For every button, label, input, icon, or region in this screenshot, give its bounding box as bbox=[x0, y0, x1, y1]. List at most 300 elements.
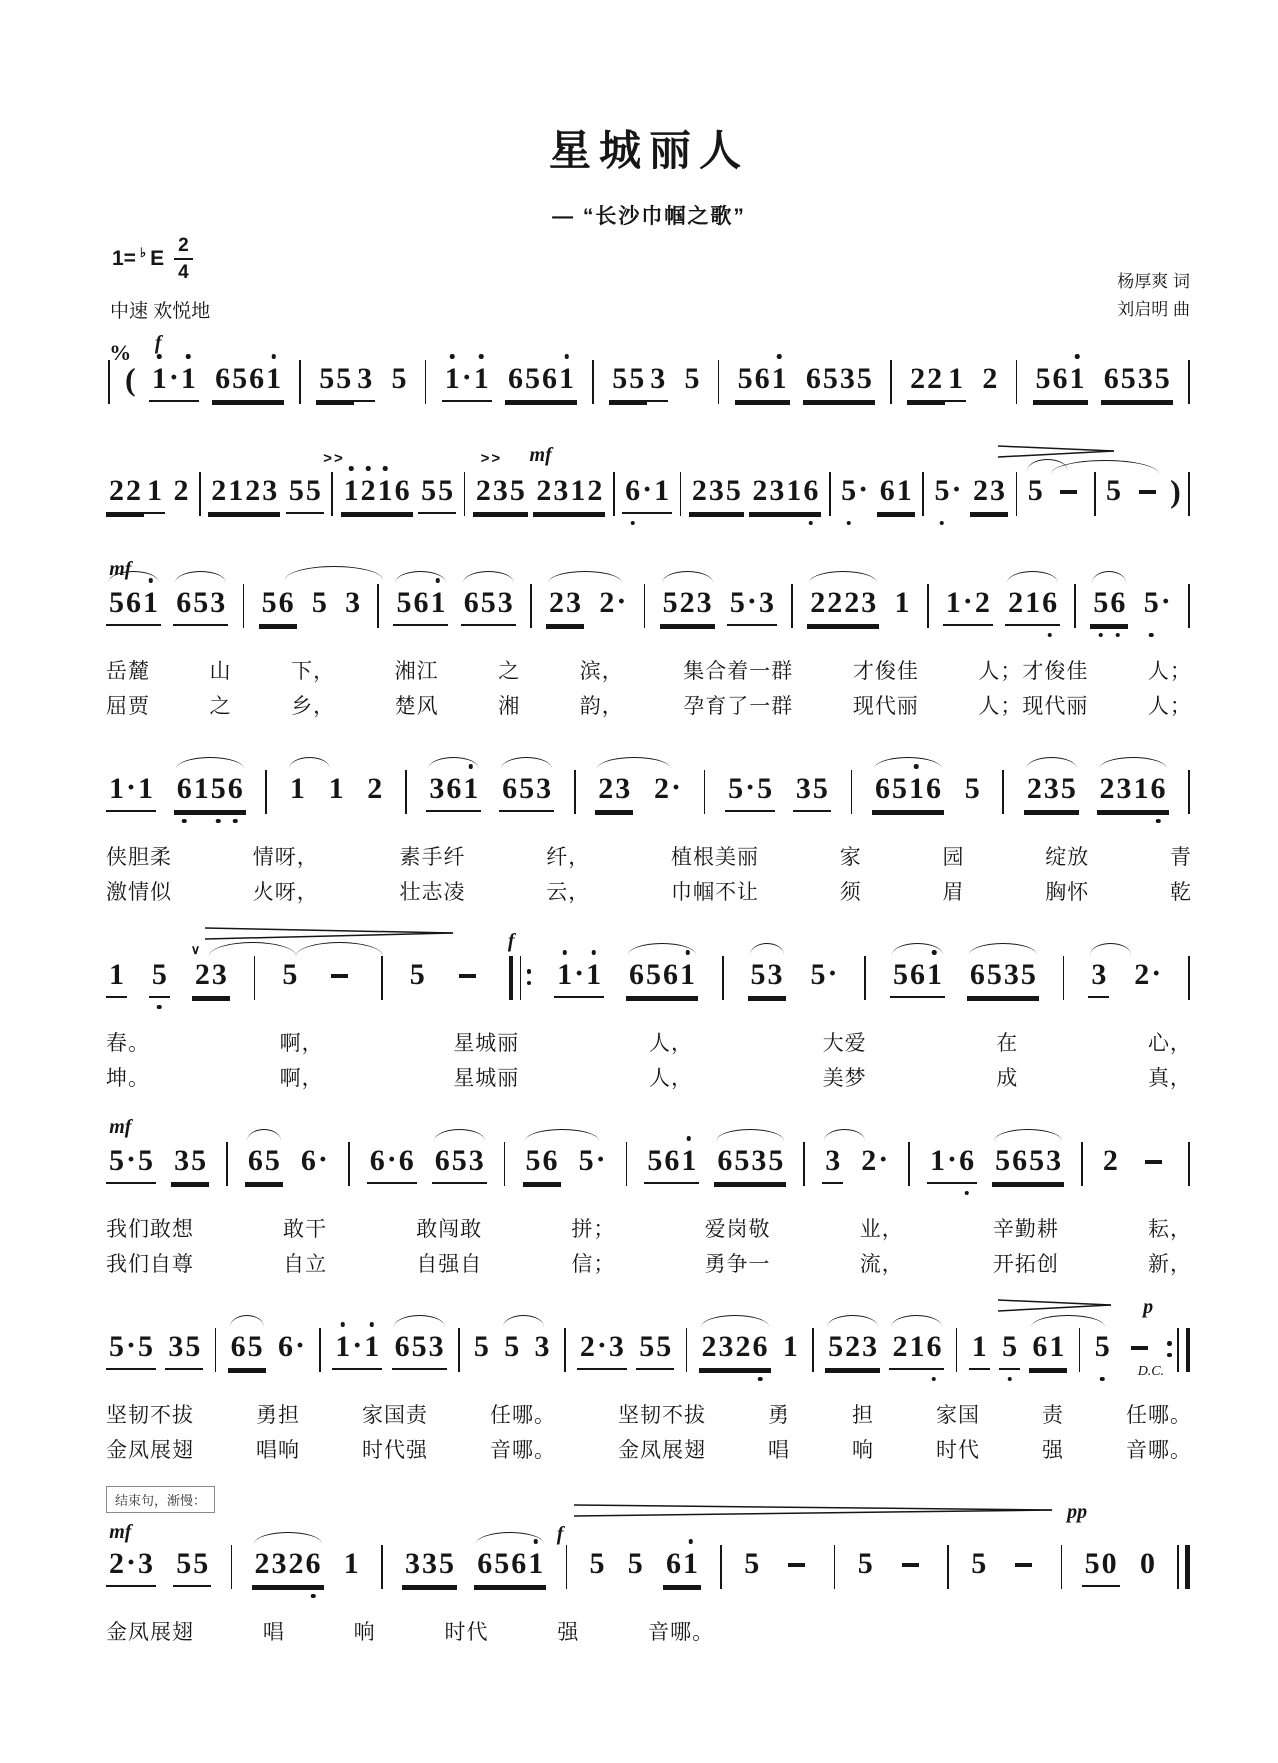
augmentation-dot: · bbox=[1151, 957, 1162, 990]
final-barline bbox=[1175, 1543, 1192, 1589]
note-digit: 2 bbox=[579, 1330, 595, 1363]
note-digit: 3 bbox=[210, 586, 226, 619]
beam-group bbox=[533, 473, 605, 514]
beam-group bbox=[286, 473, 324, 514]
note-group bbox=[858, 1143, 891, 1182]
note-digit: 5 bbox=[138, 1144, 154, 1177]
note-digit: 5 bbox=[646, 958, 662, 991]
beam-group bbox=[1006, 1546, 1041, 1570]
augmentation-dot: · bbox=[317, 1143, 328, 1176]
note-digit: 5 bbox=[509, 474, 525, 507]
note-group bbox=[1097, 771, 1169, 812]
note-digit: 5 bbox=[728, 772, 744, 805]
note-group bbox=[212, 361, 284, 402]
beam-group bbox=[609, 361, 647, 402]
note-digit: 1 bbox=[930, 1144, 946, 1177]
note-digit: 3 bbox=[174, 1144, 190, 1177]
note-digit: 3 bbox=[1043, 772, 1059, 805]
beam-group bbox=[663, 1546, 701, 1587]
octave-dot-below bbox=[809, 521, 814, 526]
note-digit: 2 bbox=[254, 1547, 270, 1580]
note-digit: 5 bbox=[757, 772, 773, 805]
dyn-mark: mf bbox=[109, 1116, 132, 1138]
lyric-syllable: 人；现代丽 bbox=[978, 695, 1089, 718]
note-digit: 6 bbox=[542, 1144, 558, 1177]
note-group bbox=[681, 361, 702, 400]
beam-group bbox=[855, 1546, 876, 1585]
repeat-dot bbox=[527, 969, 532, 974]
note-digit: 1 bbox=[377, 473, 394, 509]
note-digit: 1 bbox=[328, 772, 344, 805]
octave-dot-above bbox=[479, 354, 484, 359]
barline bbox=[1188, 584, 1190, 628]
note-digit: 1 bbox=[558, 361, 575, 397]
augmentation-dot: · bbox=[947, 1143, 958, 1176]
note-group bbox=[106, 1329, 156, 1370]
beam-group bbox=[992, 1143, 1064, 1184]
lyric-syllable: 责 bbox=[1042, 1404, 1064, 1427]
barline bbox=[108, 360, 110, 404]
note-group bbox=[286, 473, 324, 514]
beam-group bbox=[309, 585, 330, 624]
lyric-syllable: 滨， bbox=[579, 660, 624, 683]
end-repeat bbox=[1166, 1326, 1192, 1372]
note-digit: 1 bbox=[1025, 586, 1041, 619]
note-group bbox=[426, 771, 481, 812]
note-digit: 3 bbox=[138, 1547, 154, 1580]
note-digit: 5 bbox=[840, 473, 857, 509]
beam-group bbox=[523, 1143, 561, 1184]
note-digit: 2 bbox=[536, 474, 552, 507]
dash-note bbox=[459, 974, 476, 978]
beam-group bbox=[287, 771, 308, 810]
augmentation-dot: · bbox=[962, 585, 973, 618]
hairpin-svg bbox=[204, 926, 454, 940]
notes-row bbox=[106, 768, 1192, 832]
lyric-syllable: 勇争一 bbox=[704, 1253, 771, 1276]
beam-group bbox=[931, 473, 964, 512]
note-digit: 6 bbox=[629, 958, 645, 991]
octave-dot-above bbox=[564, 354, 569, 359]
note-digit: 3 bbox=[990, 474, 1006, 507]
beam-group bbox=[275, 1329, 308, 1368]
note-digit: 6 bbox=[369, 1144, 385, 1177]
note-group bbox=[192, 957, 230, 998]
lyric-syllable: 坚韧不拔 bbox=[618, 1404, 706, 1427]
note-group bbox=[499, 771, 554, 812]
beam-group bbox=[106, 473, 144, 514]
note-digit: 6 bbox=[1032, 1330, 1048, 1363]
beam-group bbox=[780, 1329, 801, 1368]
beam-group bbox=[1082, 1546, 1120, 1587]
page-title: 星城丽人 bbox=[548, 127, 749, 174]
note-group bbox=[979, 361, 1000, 400]
dash-note bbox=[788, 1563, 805, 1567]
barline bbox=[613, 472, 615, 516]
lyric-syllable: 啊， bbox=[279, 1067, 324, 1090]
lyrics-line-1 bbox=[106, 1616, 714, 1646]
barline bbox=[1016, 472, 1018, 516]
note-digit: 2 bbox=[910, 362, 926, 395]
note-digit: 2 bbox=[1008, 586, 1024, 619]
barline bbox=[319, 1328, 321, 1372]
lyrics-line-2 bbox=[106, 690, 1192, 720]
note-group bbox=[554, 957, 604, 998]
notation-system-7 bbox=[106, 1296, 1192, 1464]
note-digit: 6 bbox=[230, 1330, 246, 1363]
note-digit: 6 bbox=[1012, 1144, 1028, 1177]
lyric-syllable: 时代强 bbox=[362, 1439, 428, 1462]
note-group bbox=[106, 771, 156, 812]
note-digit: 6 bbox=[511, 1547, 527, 1580]
note-digit: 5 bbox=[1154, 362, 1170, 395]
note-digit: 5 bbox=[1084, 1547, 1100, 1580]
lyric-syllable: 情呀， bbox=[252, 846, 319, 869]
note-digit: 6 bbox=[542, 362, 557, 395]
note-digit: 6 bbox=[958, 1143, 975, 1179]
note-group bbox=[392, 1329, 447, 1370]
lyric-syllable: 胸怀 bbox=[1045, 881, 1090, 904]
note-digit: 0 bbox=[1139, 1547, 1155, 1580]
octave-dot-below bbox=[311, 1594, 316, 1599]
note-digit: 3 bbox=[1116, 772, 1132, 805]
note-group bbox=[749, 473, 821, 514]
beam-group bbox=[889, 1329, 944, 1370]
lyric-syllable: 家国 bbox=[936, 1404, 980, 1427]
note-digit: 5 bbox=[210, 771, 227, 807]
lyric-syllable: 金凤展翅 bbox=[106, 1621, 194, 1644]
augmentation-dot: · bbox=[746, 585, 757, 618]
note-group bbox=[171, 1143, 209, 1184]
note-digit: 5 bbox=[734, 1144, 750, 1177]
lyric-syllable: 湘江 bbox=[394, 660, 439, 683]
beam-group bbox=[106, 1546, 156, 1587]
beam-group bbox=[1103, 473, 1124, 512]
note-digit: 3 bbox=[404, 1547, 420, 1580]
lyric-syllable: 在 bbox=[996, 1032, 1019, 1055]
note-digit: 6 bbox=[508, 362, 523, 395]
note-digit: 1 bbox=[289, 772, 305, 805]
lyric-syllable: 人； bbox=[1147, 660, 1192, 683]
note-group bbox=[714, 1143, 786, 1184]
notation-system-6 bbox=[106, 1114, 1192, 1278]
note-group bbox=[259, 585, 297, 626]
octave-dot-below bbox=[846, 521, 851, 526]
note-digit: 5 bbox=[627, 1547, 643, 1580]
lyric-syllable: 开拓创 bbox=[992, 1253, 1059, 1276]
note-digit: 5 bbox=[193, 586, 209, 619]
lyric-syllable: 勇担 bbox=[256, 1404, 300, 1427]
octave-dot-above bbox=[271, 354, 276, 359]
note-digit: 5 bbox=[411, 1330, 427, 1363]
dyn-mark: f bbox=[556, 1523, 564, 1545]
augmentation-dot: · bbox=[827, 957, 838, 990]
note-digit: 6 bbox=[463, 586, 479, 619]
begin-repeat bbox=[507, 954, 533, 1000]
note-digit: 5 bbox=[409, 958, 425, 991]
note-digit: 3 bbox=[429, 772, 445, 805]
note-group bbox=[999, 1329, 1020, 1370]
beam-group bbox=[165, 1329, 203, 1370]
note-digit: 1 bbox=[782, 1330, 798, 1363]
note-group bbox=[968, 1546, 989, 1585]
beam-group bbox=[779, 1546, 814, 1570]
note-digit: 5 bbox=[451, 1144, 467, 1177]
note-group bbox=[432, 1143, 487, 1184]
note-group bbox=[106, 473, 165, 514]
note-digit: 5 bbox=[647, 1144, 663, 1177]
beam-group bbox=[499, 771, 554, 812]
note-digit: 5 bbox=[138, 1330, 154, 1363]
note-digit: 3 bbox=[534, 1330, 550, 1363]
note-digit: 5 bbox=[176, 1547, 192, 1580]
notes-row bbox=[106, 1140, 1192, 1204]
lyrics-line-1 bbox=[106, 1213, 1192, 1243]
note-group bbox=[364, 771, 385, 810]
note-digit: 5 bbox=[971, 1547, 987, 1580]
beam-group bbox=[554, 957, 604, 998]
octave-dot-below bbox=[940, 521, 945, 526]
beam-group bbox=[171, 1143, 209, 1184]
note-digit: 6 bbox=[717, 1144, 733, 1177]
note-digit: 5 bbox=[525, 1144, 541, 1177]
time-denominator: 4 bbox=[178, 262, 189, 283]
note-digit: 5 bbox=[684, 362, 700, 395]
dash-note bbox=[331, 974, 348, 978]
note-digit: 3 bbox=[566, 586, 582, 619]
augmentation-dot: · bbox=[595, 1143, 606, 1176]
lyric-syllable: 春。 bbox=[106, 1032, 150, 1055]
note-group bbox=[393, 585, 448, 626]
note-digit: 3 bbox=[861, 586, 877, 619]
beam-group bbox=[576, 1143, 609, 1182]
note-digit: 5 bbox=[891, 772, 907, 805]
note-digit: 5 bbox=[109, 1144, 124, 1177]
beam-group bbox=[393, 585, 448, 626]
note-digit: 1 bbox=[909, 1330, 925, 1363]
barline bbox=[564, 1328, 566, 1372]
beam-group bbox=[807, 957, 840, 996]
lyric-syllable: 眉 bbox=[942, 881, 965, 904]
beam-group bbox=[877, 473, 915, 514]
note-digit: 6 bbox=[879, 474, 895, 507]
beam-group bbox=[341, 1546, 362, 1585]
beam-group bbox=[149, 361, 199, 402]
note-digit: 2 bbox=[973, 474, 989, 507]
barline bbox=[331, 472, 333, 516]
octave-dot-above bbox=[366, 466, 371, 471]
augmentation-dot: · bbox=[168, 361, 179, 394]
beam-group bbox=[432, 1143, 487, 1184]
barline bbox=[1079, 1328, 1081, 1372]
augmentation-dot: · bbox=[352, 1329, 363, 1362]
note-digit: 6 bbox=[300, 1144, 316, 1177]
notation-system-8 bbox=[106, 1486, 1192, 1646]
note-digit: 3 bbox=[271, 1547, 287, 1580]
note-digit: 6 bbox=[969, 958, 985, 991]
beam-group bbox=[322, 957, 357, 981]
note-digit: 2 bbox=[598, 772, 614, 805]
lyric-syllable: 乾 bbox=[1170, 881, 1192, 904]
barline bbox=[834, 1545, 836, 1589]
note-group bbox=[389, 361, 410, 400]
beam-group bbox=[1088, 957, 1109, 998]
lyrics-line-1 bbox=[106, 841, 1192, 871]
note-digit: 1 bbox=[654, 474, 670, 507]
note-group bbox=[625, 1546, 646, 1585]
beam-group bbox=[389, 361, 410, 400]
note-digit: 6 bbox=[663, 958, 679, 991]
note-digit: 2 bbox=[599, 586, 615, 619]
beam-group bbox=[106, 585, 161, 626]
note-digit: 3 bbox=[1046, 1144, 1062, 1177]
note-digit: 2 bbox=[653, 772, 669, 805]
octave-dot-above bbox=[591, 950, 596, 955]
note-digit: 3 bbox=[536, 772, 552, 805]
note-digit: 6 bbox=[277, 1330, 293, 1363]
note-digit: 2 bbox=[288, 1547, 304, 1580]
barline bbox=[1081, 1142, 1083, 1186]
note-group bbox=[931, 473, 964, 512]
note-digit: 2 bbox=[367, 772, 383, 805]
note-group bbox=[418, 473, 456, 514]
beam-group bbox=[907, 361, 945, 402]
note-group bbox=[149, 957, 170, 998]
barline bbox=[947, 1545, 949, 1589]
octave-dot-above bbox=[383, 466, 388, 471]
note-group bbox=[1082, 1546, 1120, 1587]
lyric-syllable: 星城丽 bbox=[453, 1032, 520, 1055]
note-digit: 2 bbox=[691, 474, 707, 507]
beam-group bbox=[279, 957, 300, 996]
decrescendo-hairpin-icon bbox=[573, 1503, 1053, 1522]
note-digit: 1 bbox=[138, 772, 154, 805]
note-group bbox=[651, 771, 684, 810]
beam-group bbox=[893, 1546, 928, 1570]
beam-group bbox=[838, 473, 871, 512]
dash-note bbox=[1060, 490, 1077, 494]
note-digit: 6 bbox=[752, 1329, 769, 1365]
barline bbox=[592, 360, 594, 404]
note-group bbox=[626, 957, 698, 998]
note-digit: 5 bbox=[828, 1330, 844, 1363]
beam-group bbox=[1137, 1546, 1158, 1585]
beam-group bbox=[970, 473, 1008, 514]
notation-system-3 bbox=[106, 556, 1192, 720]
beam-group bbox=[473, 473, 528, 514]
barline bbox=[520, 956, 522, 1000]
lyric-syllable: 之 bbox=[498, 660, 521, 683]
augmentation-dot: · bbox=[126, 771, 137, 804]
note-digit: 6 bbox=[664, 1144, 680, 1177]
beam-group bbox=[342, 585, 363, 624]
beam-group bbox=[1101, 361, 1173, 402]
note-digit: 5 bbox=[109, 586, 124, 619]
barline bbox=[1016, 360, 1018, 404]
lyric-syllable: 山 bbox=[209, 660, 232, 683]
barline bbox=[864, 956, 866, 1000]
beam-group bbox=[212, 361, 284, 402]
lyrics-line-1 bbox=[106, 655, 1192, 685]
note-digit: 1 bbox=[462, 771, 479, 807]
lyric-syllable: 坤。 bbox=[106, 1067, 150, 1090]
note-group bbox=[322, 957, 357, 981]
barline bbox=[1188, 956, 1190, 1000]
beam-group bbox=[450, 957, 485, 981]
beam-group bbox=[1141, 585, 1174, 624]
note-digit: 1 bbox=[363, 1329, 380, 1365]
dyn-mark: pp bbox=[1067, 1501, 1088, 1523]
note-digit: 3 bbox=[497, 586, 513, 619]
note-digit: 5 bbox=[247, 1330, 263, 1363]
note-digit: 6 bbox=[278, 586, 294, 619]
octave-dot-below bbox=[157, 1005, 162, 1010]
note-digit: 3 bbox=[357, 362, 373, 395]
note-digit: 1 bbox=[771, 361, 788, 397]
note-digit: 1 bbox=[193, 772, 209, 805]
dyn-mark: f bbox=[507, 930, 515, 952]
barline bbox=[231, 1545, 233, 1589]
lyric-syllable: 植根美丽 bbox=[671, 846, 759, 869]
note-digit: 3 bbox=[650, 362, 666, 395]
flat-icon: ♭ bbox=[139, 245, 147, 260]
note-digit: 1 bbox=[682, 1546, 699, 1582]
ending-label: 结束句，渐慢： bbox=[106, 1486, 215, 1513]
note-group bbox=[699, 1329, 771, 1370]
note-group bbox=[609, 361, 668, 402]
note-digit: 5 bbox=[473, 1330, 489, 1363]
note-group bbox=[149, 361, 199, 402]
note-digit: 5 bbox=[336, 362, 352, 395]
note-digit: 1 bbox=[556, 957, 573, 993]
barline bbox=[425, 360, 427, 404]
lyric-syllable: 响 bbox=[353, 1621, 376, 1644]
lyric-syllable: 坚韧不拔 bbox=[106, 1404, 194, 1427]
dyn-mark: mf bbox=[109, 558, 132, 580]
barline bbox=[199, 472, 201, 516]
note-digit: 5 bbox=[519, 772, 535, 805]
beam-group bbox=[546, 585, 584, 626]
note-digit: 5 bbox=[964, 772, 980, 805]
lyric-syllable: 音哪。 bbox=[1126, 1439, 1192, 1462]
notes-row bbox=[106, 582, 1192, 646]
beam-group bbox=[872, 771, 944, 812]
beam-group bbox=[699, 1329, 771, 1370]
beam-group bbox=[943, 585, 993, 626]
time-signature bbox=[174, 236, 193, 282]
repeat-dot bbox=[1167, 1353, 1172, 1358]
note-digit: 3 bbox=[769, 474, 785, 507]
note-digit: 5 bbox=[986, 958, 1002, 991]
note-group bbox=[402, 1546, 457, 1587]
note-digit: 5 bbox=[191, 1144, 207, 1177]
note-digit: 2 bbox=[845, 1330, 861, 1363]
beam-group bbox=[173, 1546, 211, 1587]
octave-dot-above bbox=[341, 1322, 346, 1327]
barline bbox=[1177, 1545, 1179, 1589]
lyric-syllable: 家 bbox=[839, 846, 862, 869]
beam-group bbox=[1122, 1329, 1157, 1353]
augmentation-dot: · bbox=[574, 957, 585, 990]
note-digit: 3 bbox=[468, 1144, 484, 1177]
note-group bbox=[725, 771, 775, 812]
barline bbox=[265, 770, 267, 814]
note-digit: 6 bbox=[1109, 585, 1126, 621]
beam-group bbox=[1100, 1143, 1121, 1182]
note-group bbox=[298, 1143, 331, 1182]
note-digit: 1 bbox=[151, 361, 168, 397]
barline bbox=[530, 584, 532, 628]
